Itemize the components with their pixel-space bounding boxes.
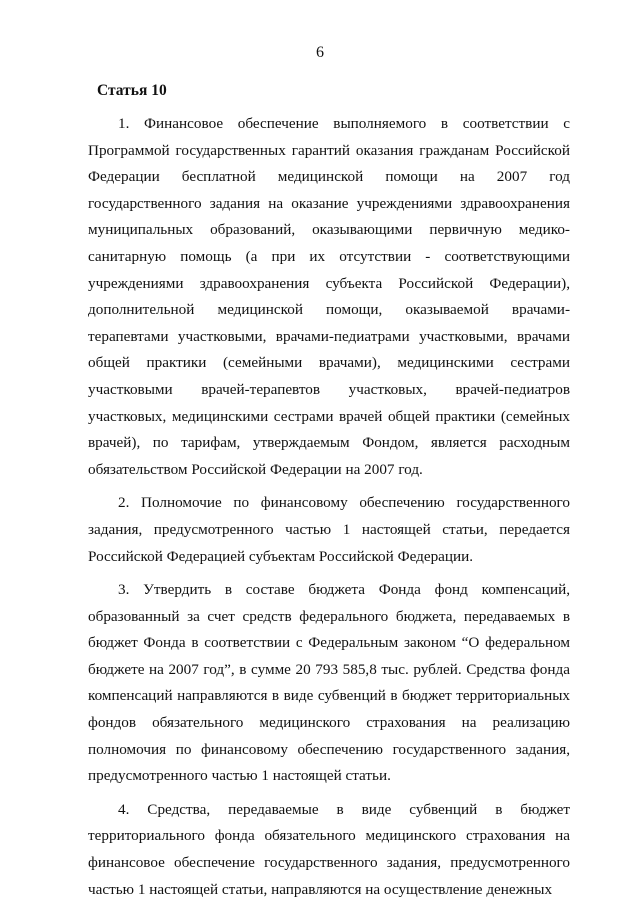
- paragraph-1: 1. Финансовое обеспечение выполняемого в соответствии с Программой государственных гарантий оказания гражданам Российской Федерации бесплатной медицинской помощи на 2007 год государственного задания на оказание учреждениями здравоохранения муниципальных образований, оказывающими первичную медико-санитарную помощь (а при их отсутствии - соответствующими учреждениями здравоохранения субъекта Российской Федерации), дополнительной медицинской помощи, оказываемой врачами-терапевтами участковыми, врачами-педиатрами участковыми, врачами общей практики (семейными врачами), медицинскими сестрами участковыми врачей-терапевтов участковых, врачей-педиатров участковых, медицинскими сестрами врачей общей практики (семейных врачей), по тарифам, утверждаемым Фондом, является расходным обязательством Российской Федерации на 2007 год.: [88, 115, 570, 478]
- article-title: Статья 10: [97, 82, 167, 99]
- paragraph-3: 3. Утвердить в составе бюджета Фонда фонд компенсаций, образованный за счет средств федерального бюджета, передаваемых в бюджет Фонда в соответствии с Федеральным законом “О федеральном бюджете на 2007 год”, в сумме 20 793 585,8 тыс. рублей. Средства фонда компенсаций направляются в виде субвенций в бюджет территориальных фондов обязательного медицинского страхования на реализацию полномочия по финансовому обеспечению государственного задания, предусмотренного частью 1 настоящей статьи.: [88, 581, 570, 785]
- paragraph-4: 4. Средства, передаваемые в виде субвенций в бюджет территориального фонда обязательного медицинского страхования на финансовое обеспечение государственного задания, предусмотренного частью 1 настоящей статьи, направляются на осуществление денежных: [88, 800, 570, 898]
- paragraph-2: 2. Полномочие по финансовому обеспечению государственного задания, предусмотренного частью 1 настоящей статьи, передается Российской Федерацией субъектам Российской Федерации.: [88, 494, 570, 565]
- article-body: [88, 111, 570, 910]
- page-number: 6: [316, 44, 324, 61]
